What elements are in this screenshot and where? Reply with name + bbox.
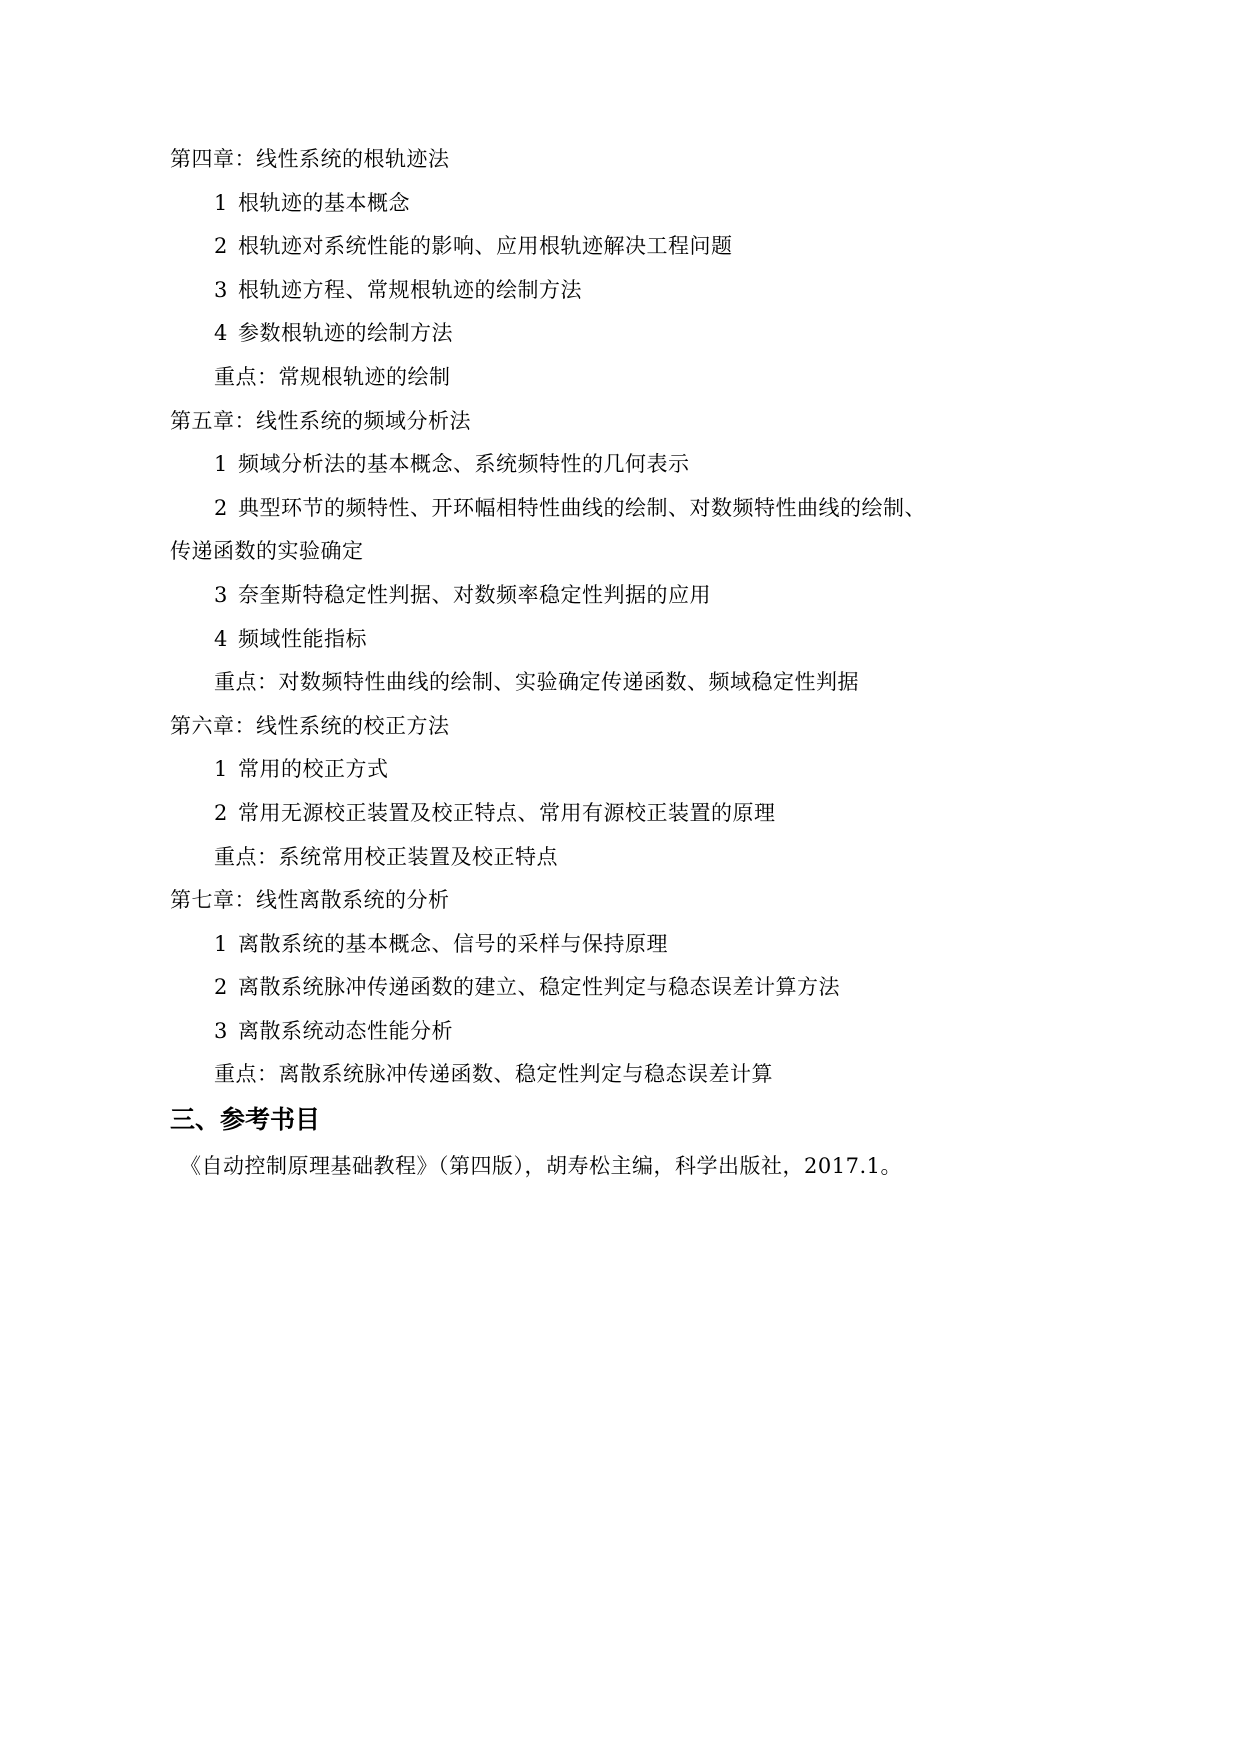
key-point: 重点：系统常用校正装置及校正特点 [214,844,558,869]
chapter-title: 第五章：线性系统的频域分析法 [170,408,471,433]
item-number: 2 [214,975,228,1000]
item-number: 3 [214,582,228,607]
reference-entry: 《自动控制原理基础教程》（第四版），胡寿松主编，科学出版社，2017.1。 [180,1154,902,1179]
chapter-item [170,182,1070,226]
chapter-item [170,269,1070,313]
document-content [170,138,1070,1189]
item-number: 1 [214,452,228,477]
item-number: 1 [214,190,228,215]
item-number: 2 [214,234,228,259]
chapter-item [170,487,1070,531]
item-text: 离散系统的基本概念、信号的采样与保持原理 [238,931,668,956]
chapter-title: 第四章：线性系统的根轨迹法 [170,147,450,171]
chapter-item [170,443,1070,487]
item-number: 4 [214,321,228,346]
chapter-title: 第六章：线性系统的校正方法 [170,713,450,738]
item-text: 离散系统动态性能分析 [238,1018,453,1043]
item-number: 3 [214,277,228,302]
item-text: 频域分析法的基本概念、系统频特性的几何表示 [238,452,690,477]
item-text: 根轨迹对系统性能的影响、应用根轨迹解决工程问题 [238,234,733,259]
key-point: 重点：离散系统脉冲传递函数、稳定性判定与稳态误差计算 [214,1062,773,1087]
item-text: 典型环节的频特性、开环幅相特性曲线的绘制、对数频特性曲线的绘制、 [238,495,926,520]
item-text: 参数根轨迹的绘制方法 [238,321,453,346]
item-text: 常用的校正方式 [238,757,389,782]
item-text: 离散系统脉冲传递函数的建立、稳定性判定与稳态误差计算方法 [238,975,840,1000]
chapter-item [170,618,1070,662]
item-number: 4 [214,626,228,651]
chapter-item [170,792,1070,836]
item-number: 1 [214,757,228,782]
item-text: 奈奎斯特稳定性判据、对数频率稳定性判据的应用 [238,582,711,607]
chapter-title: 第七章：线性离散系统的分析 [170,888,450,913]
key-point: 重点：常规根轨迹的绘制 [214,364,451,389]
chapter-item [170,225,1070,269]
chapter-item [170,1010,1070,1054]
chapter-item [170,966,1070,1010]
item-text: 频域性能指标 [238,626,367,651]
item-number: 2 [214,495,228,520]
key-point: 重点：对数频特性曲线的绘制、实验确定传递函数、频域稳定性判据 [214,670,859,695]
item-number: 3 [214,1018,228,1043]
chapter-item [170,574,1070,618]
item-number: 1 [214,931,228,956]
section-heading: 三、参考书目 [170,1105,321,1135]
item-text: 根轨迹方程、常规根轨迹的绘制方法 [238,277,582,302]
chapter-item [170,312,1070,356]
item-number: 2 [214,800,228,825]
chapter-item [170,748,1070,792]
item-text: 根轨迹的基本概念 [238,190,410,215]
chapter-item [170,923,1070,967]
item-continuation: 传递函数的实验确定 [170,539,364,564]
item-text: 常用无源校正装置及校正特点、常用有源校正装置的原理 [238,800,776,825]
